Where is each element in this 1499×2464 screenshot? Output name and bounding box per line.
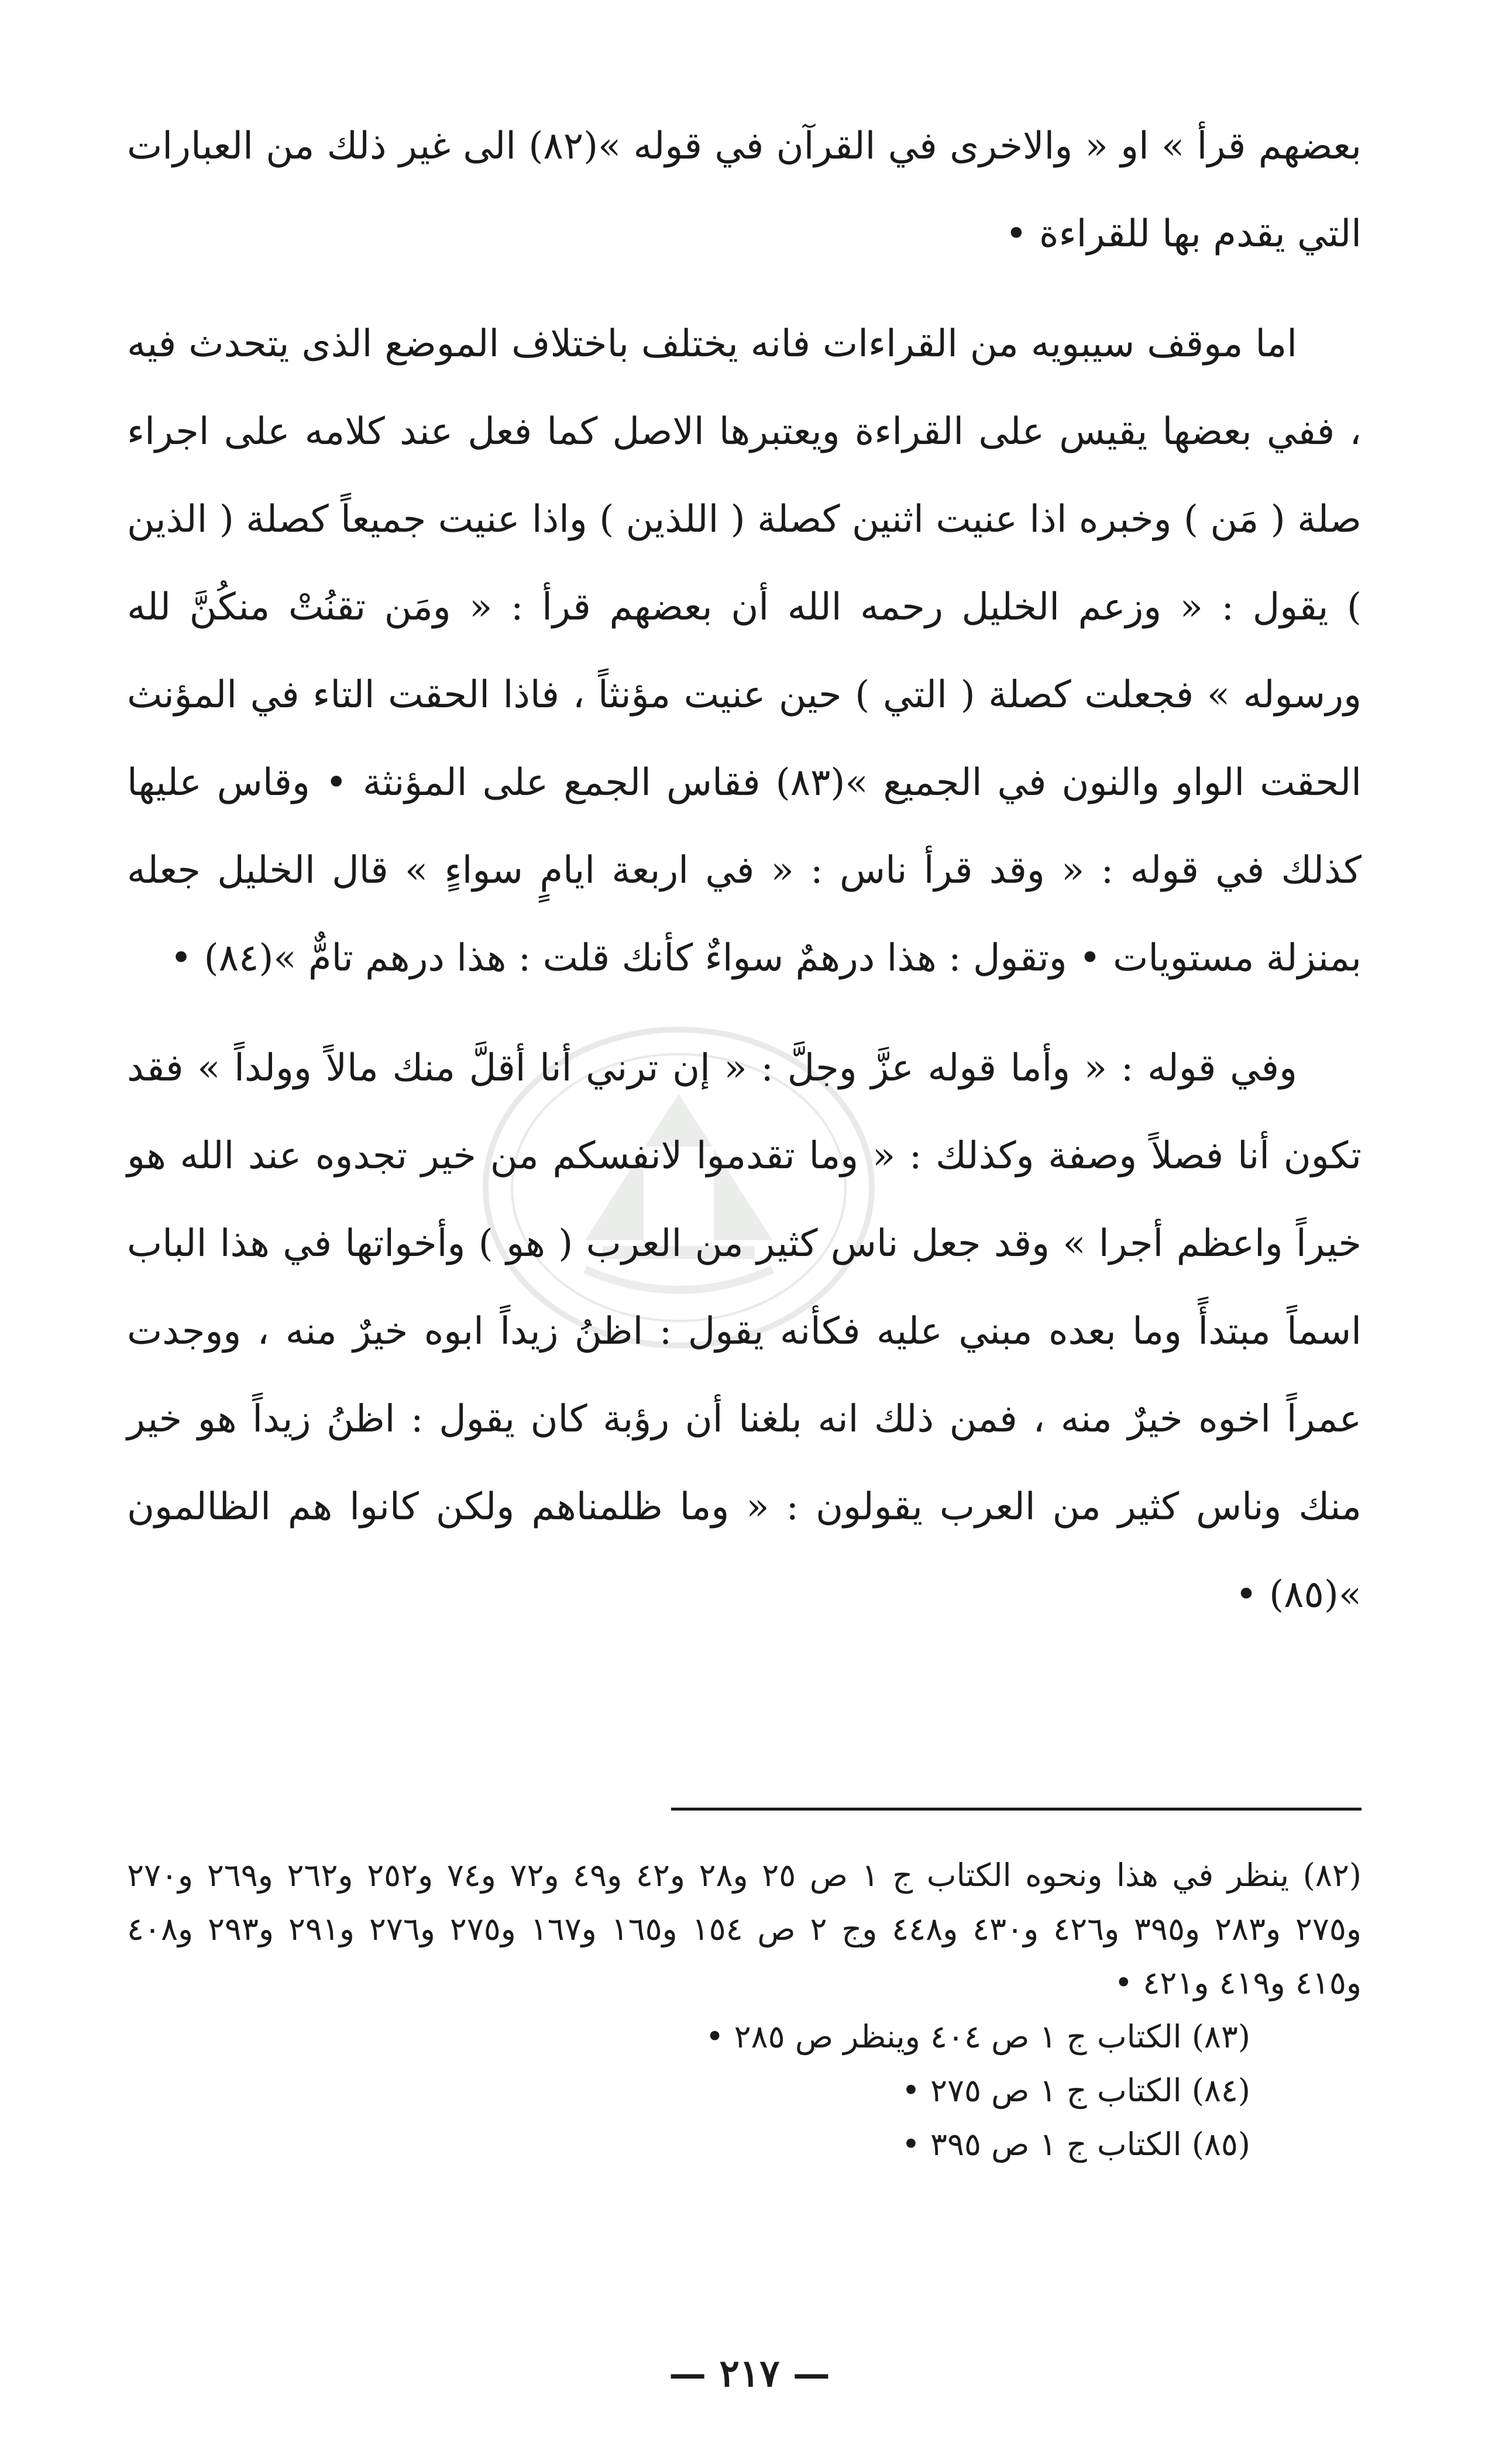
footnote-82: (٨٢) ينظر في هذا ونحوه الكتاب ج ١ ص ٢٥ و٢٨ و٤٢ و٤٩ و٧٢ و٧٤ و٢٥٢ و٢٦٢ و٢٦٩ و٢٧٠ و٢٧٥ و٢٨٣ و٣٩٥ و٤٢٦ و٤٣٠ و٤٤٨ وج ٢ ص ١٥٤ و١٦٥ و١٦٧ و٢٧٥ و٢٧٦ و٢٩١ و٢٩٣ و٤٠٨ و٤١٥ و٤١٩ و٤٢١ • <box>127 1857 1362 2001</box>
footnote-83: (٨٣) الكتاب ج ١ ص ٤٠٤ وينظر ص ٢٨٥ • <box>705 2018 1250 2055</box>
page-number: — ٢١٧ — <box>669 2352 830 2396</box>
footnote-85: (٨٥) الكتاب ج ١ ص ٣٩٥ • <box>901 2126 1250 2163</box>
footnotes <box>127 1849 1362 2172</box>
paragraph-1: بعضهم قرأ » او « والاخرى في القرآن في قوله »(٨٢) الى غير ذلك من العبارات التي يقدم بها للقراءة • <box>127 125 1362 256</box>
paragraph-3: وفي قوله : « وأما قوله عزَّ وجلَّ : « إن ترني أنا أقلَّ منك مالاً وولداً » فقد تكون أنا فصلاً وصفة وكذلك : « وما تقدموا لانفسكم من خير تجدوه عند الله هو خيراً واعظم أجرا » وقد جعل ناس كثير من العرب ( هو ) وأخواتها في هذا الباب اسماً مبتدأً وما بعده مبني عليه فكأنه يقول : اظنُ زيداً ابوه خيرٌ منه ، ووجدت عمراً اخوه خيرٌ منه ، فمن ذلك انه بلغنا أن رؤبة كان يقول : اظنُ زيداً هو خير منك وناس كثير من العرب يقولون : « وما ظلمناهم ولكن كانوا هم الظالمون »(٨٥) • <box>127 1047 1362 1616</box>
body-text <box>127 102 1362 1639</box>
footnote-84: (٨٤) الكتاب ج ١ ص ٢٧٥ • <box>901 2072 1250 2109</box>
paragraph-2: اما موقف سيبويه من القراءات فانه يختلف باختلاف الموضع الذى يتحدث فيه ، ففي بعضها يقيس على القراءة ويعتبرها الاصل كما فعل عند كلامه على اجراء صلة ( مَن ) وخبره اذا عنيت اثنين كصلة ( اللذين ) واذا عنيت جميعاً كصلة ( الذين ) يقول : « وزعم الخليل رحمه الله أن بعضهم قرأ : « ومَن تقنُتْ منكُنَّ لله ورسوله » فجعلت كصلة ( التي ) حين عنيت مؤنثاً ، فاذا الحقت التاء في المؤنث الحقت الواو والنون في الجميع »(٨٣) فقاس الجمع على المؤنثة • وقاس عليها كذلك في قوله : « وقد قرأ ناس : « في اربعة ايامٍ سواءٍ » قال الخليل جعله بمنزلة مستويات • وتقول : هذا درهمٌ سواءٌ كأنك قلت : هذا درهم تامٌّ »(٨٤) • <box>127 322 1362 980</box>
footnote-separator <box>671 1808 1362 1811</box>
